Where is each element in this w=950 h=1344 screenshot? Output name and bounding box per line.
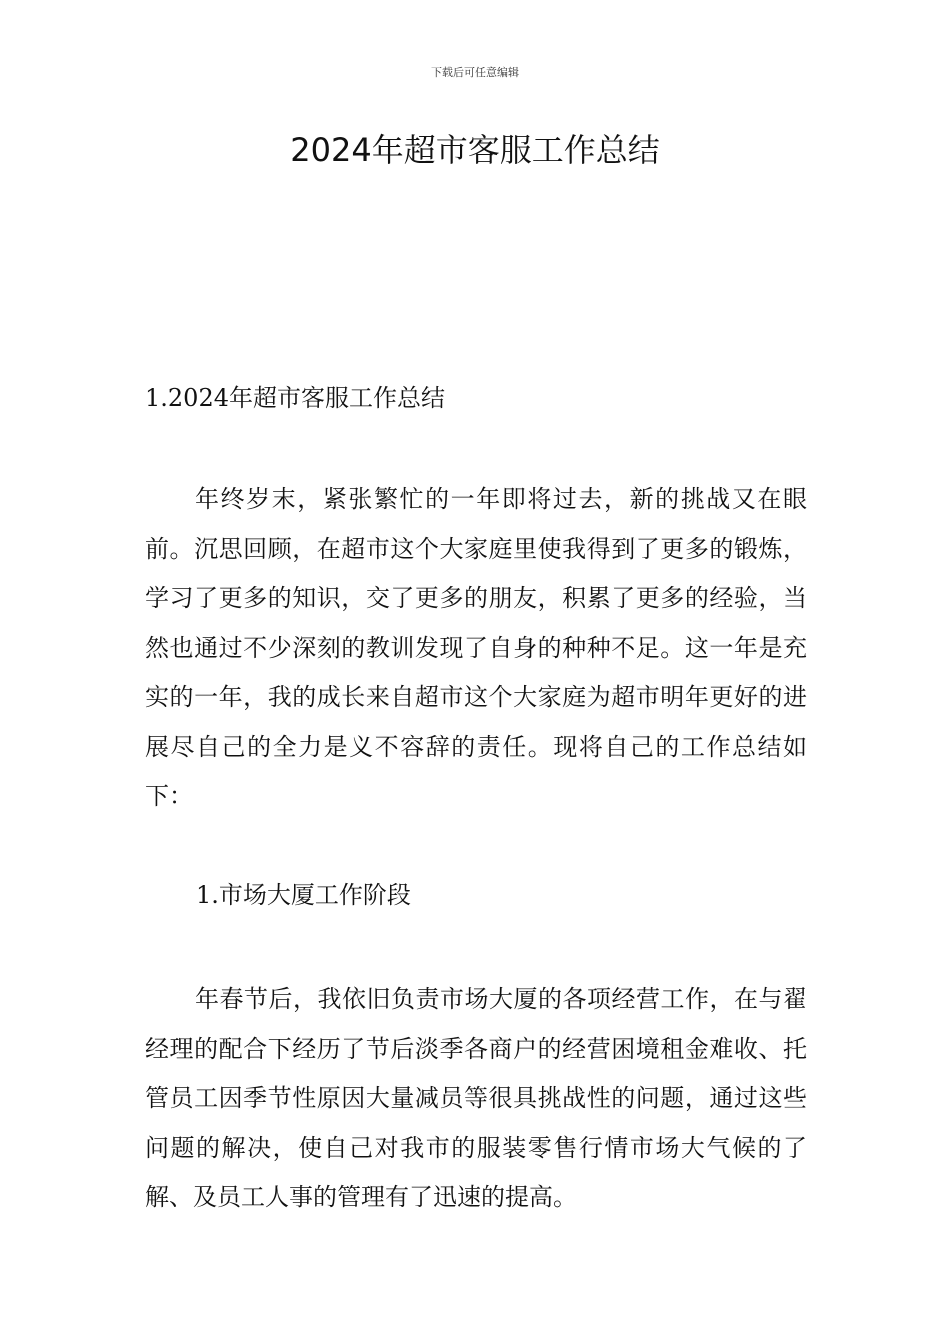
subsection-heading-market-building: 1.市场大厦工作阶段	[196, 881, 411, 909]
section-heading: 1.2024年超市客服工作总结	[145, 384, 445, 412]
body-paragraph-intro: 年终岁末，紧张繁忙的一年即将过去，新的挑战又在眼前。沉思回顾，在超市这个大家庭里使我得到了更多的锻炼，学习了更多的知识，交了更多的朋友，积累了更多的经验，当然也通过不少深刻的教训发现了自身的种种不足。这一年是充实的一年，我的成长来自超市这个大家庭为超市明年更好的进展尽自己的全力是义不容辞的责任。现将自己的工作总结如下：	[145, 485, 807, 810]
body-paragraph-market-building: 年春节后，我依旧负责市场大厦的各项经营工作，在与翟经理的配合下经历了节后淡季各商户的经营困境租金难收、托管员工因季节性原因大量减员等很具挑战性的问题，通过这些问题的解决，使自己对我市的服装零售行情市场大气候的了解、及员工人事的管理有了迅速的提高。	[145, 985, 807, 1211]
document-title: 2024年超市客服工作总结	[290, 131, 660, 169]
page-header-note: 下载后可任意编辑	[431, 66, 519, 79]
